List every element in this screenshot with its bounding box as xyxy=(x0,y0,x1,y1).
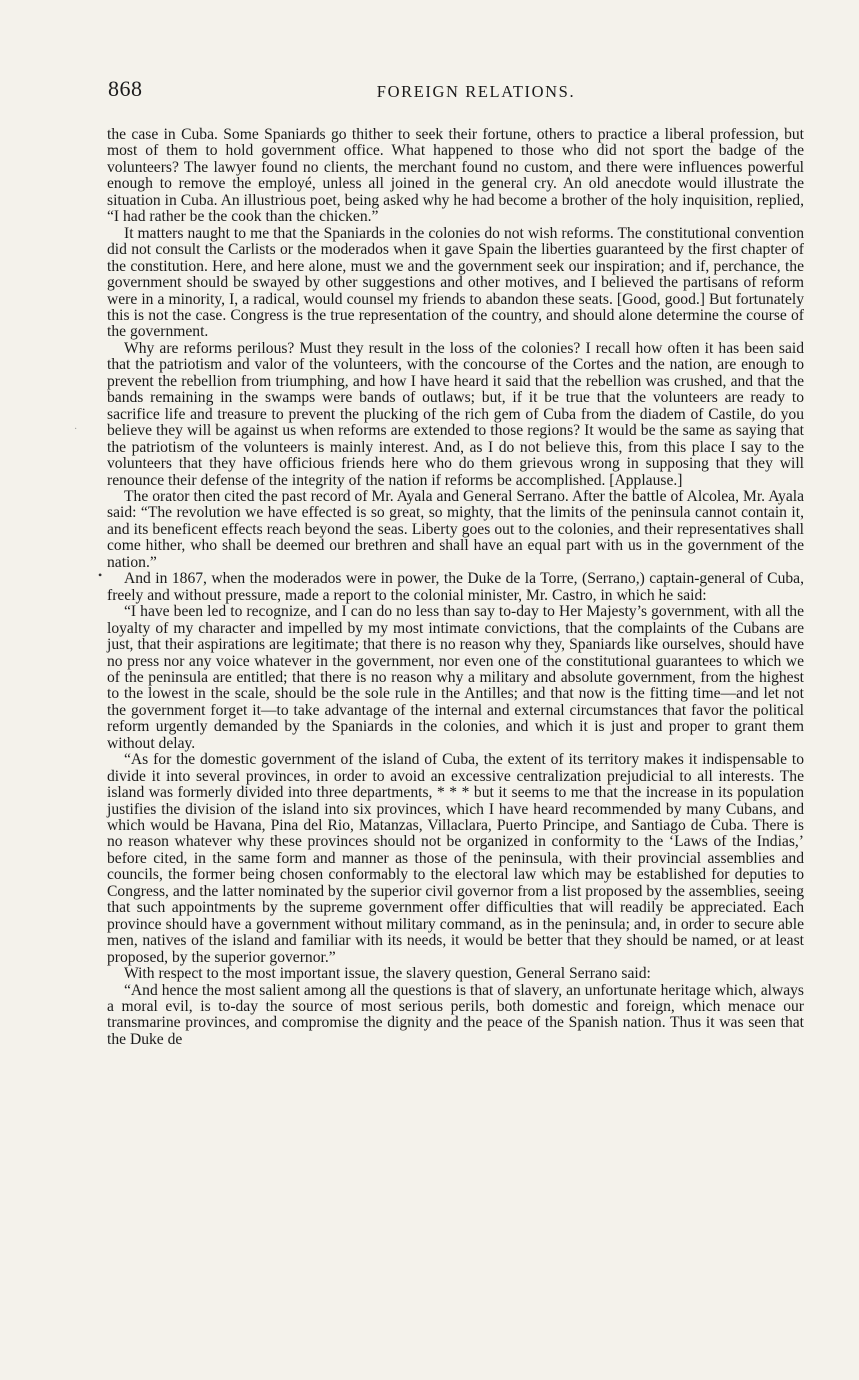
page-number: 868 xyxy=(108,76,143,101)
paragraph-quote-provinces: “As for the domestic government of the island of Cuba, the extent of its territory makes it indispensable to divide it into several provinces, in order to avoid an excessive centralization prejudicial to all interests. The island was formerly divided into three departments, * * * but it seems to me that the increase in its population justifies the division of the island into six provinces, which I have heard recommended by many Cubans, and which would be Havana, Pina del Rio, Matanzas, Villaclara, Puerto Principe, and Santiago de Cuba. There is no reason whatever why these provinces should not be organized in conformity to the ‘Laws of the Indias,’ before cited, in the same form and manner as those of the peninsula, with their provincial assemblies and councils, the former being chosen conformably to the electoral law which may be established for deputies to Congress, and the latter nominated by the superior civil governor from a list proposed by the assemblies, seeing that such appointments by the supreme government offer difficulties that will readily be appreciated. Each province should have a government without military command, as in the peninsula; and, in order to secure able men, natives of the island and familiar with its needs, it would be better that they should be named, or at least proposed, by the superior governor.” xyxy=(107,751,804,966)
body-text xyxy=(107,127,804,1048)
page-header xyxy=(108,76,804,106)
paragraph-slavery-intro: With respect to the most important issue, the slavery question, General Serrano said: xyxy=(124,965,651,983)
margin-dot: • xyxy=(98,568,103,582)
paragraph-orator: The orator then cited the past record of Mr. Ayala and General Serrano. After the battle of Alcolea, Mr. Ayala said: “The revolution we have effected is so great, so mighty, that the limits of the peninsula cannot contain it, and its beneficent effects reach beyond the seas. Liberty goes out to the colonies, and their representatives shall come hither, who shall be deemed our brethren and shall have an equal part with us in the government of the nation.” xyxy=(107,487,804,571)
paragraph-quote-slavery: “And hence the most salient among all the questions is that of slavery, an unfortunate heritage which, always a moral evil, is to-day the source of most serious perils, both domestic and foreign, which menace our transmarine provinces, and compromise the dignity and the peace of the Spanish nation. Thus it was seen that the Duke de xyxy=(107,981,804,1048)
paragraph-quote-recognize: “I have been led to recognize, and I can do no less than say to-day to Her Majesty’s government, with all the loyalty of my character and impelled by my most intimate convictions, that the complaints of the Cubans are just, that their aspirations are legitimate; that there is no reason why they, Spaniards like ourselves, should have no press nor any voice whatever in the government, nor even one of the constitutional guarantees to which we of the peninsula are entitled; that there is no reason why a military and absolute government, from the highest to the lowest in the scale, should be the sole rule in the Antilles; and that now is the fitting time—and let not the government forget it—to take advantage of the internal and external circumstances that favor the political reform urgently demanded by the Spaniards in the colonies, and which it is just and proper to grant them without delay. xyxy=(107,603,804,752)
paragraph-perilous: Why are reforms perilous? Must they result in the loss of the colonies? I recall how often it has been said that the patriotism and valor of the volunteers, with the concourse of the Cortes and the nation, are enough to prevent the rebellion from triumphing, and how I have heard it said that the rebellion was crushed, and that the bands remaining in the swamps were bands of outlaws; but, if it be true that the volunteers are ready to sacrifice life and treasure to prevent the plucking of the rich gem of Cuba from the diadem of Castile, do you believe they will be against us when reforms are extended to those regions? It would be the same as saying that the patriotism of the volunteers is mainly interest. And, as I do not believe this, from this place I say to the volunteers that they have officious friends here who do them grievous wrong in supposing that they will renounce their defense of the integrity of the nation if reforms be accomplished. [Applause.] xyxy=(107,339,804,489)
running-head: FOREIGN RELATIONS. xyxy=(376,82,576,101)
margin-speck: · xyxy=(74,424,78,435)
paragraph-reforms: It matters naught to me that the Spaniards in the colonies do not wish reforms. The constitutional convention did not consult the Carlists or the moderados when it gave Spain the liberties guaranteed by the first chapter of the constitution. Here, and here alone, must we and the government seek our inspiration; and if, perchance, the government should be swayed by other suggestions and other motives, and I believed the partisans of reform were in a minority, I, a radical, would counsel my friends to abandon these seats. [Good, good.] But fortunately this is not the case. Congress is the true representation of the country, and should alone determine the course of the government. xyxy=(107,224,804,341)
paragraph-continuation: the case in Cuba. Some Spaniards go thither to seek their fortune, others to practice a liberal profession, but most of them to hold government office. What happened to those who did not sport the badge of the volunteers? The lawyer found no clients, the merchant found no custom, and there were influences powerful enough to remove the employé, unless all joined in the general cry. An old anecdote would illustrate the situation in Cuba. An illustrious poet, being asked why he had become a brother of the holy inquisition, replied, “I had rather be the cook than the chicken.” xyxy=(107,126,804,226)
paragraph-duke-report: And in 1867, when the moderados were in power, the Duke de la Torre, (Serrano,) captain-general of Cuba, freely and without pressure, made a report to the colonial minister, Mr. Castro, in which he said: xyxy=(107,570,804,604)
